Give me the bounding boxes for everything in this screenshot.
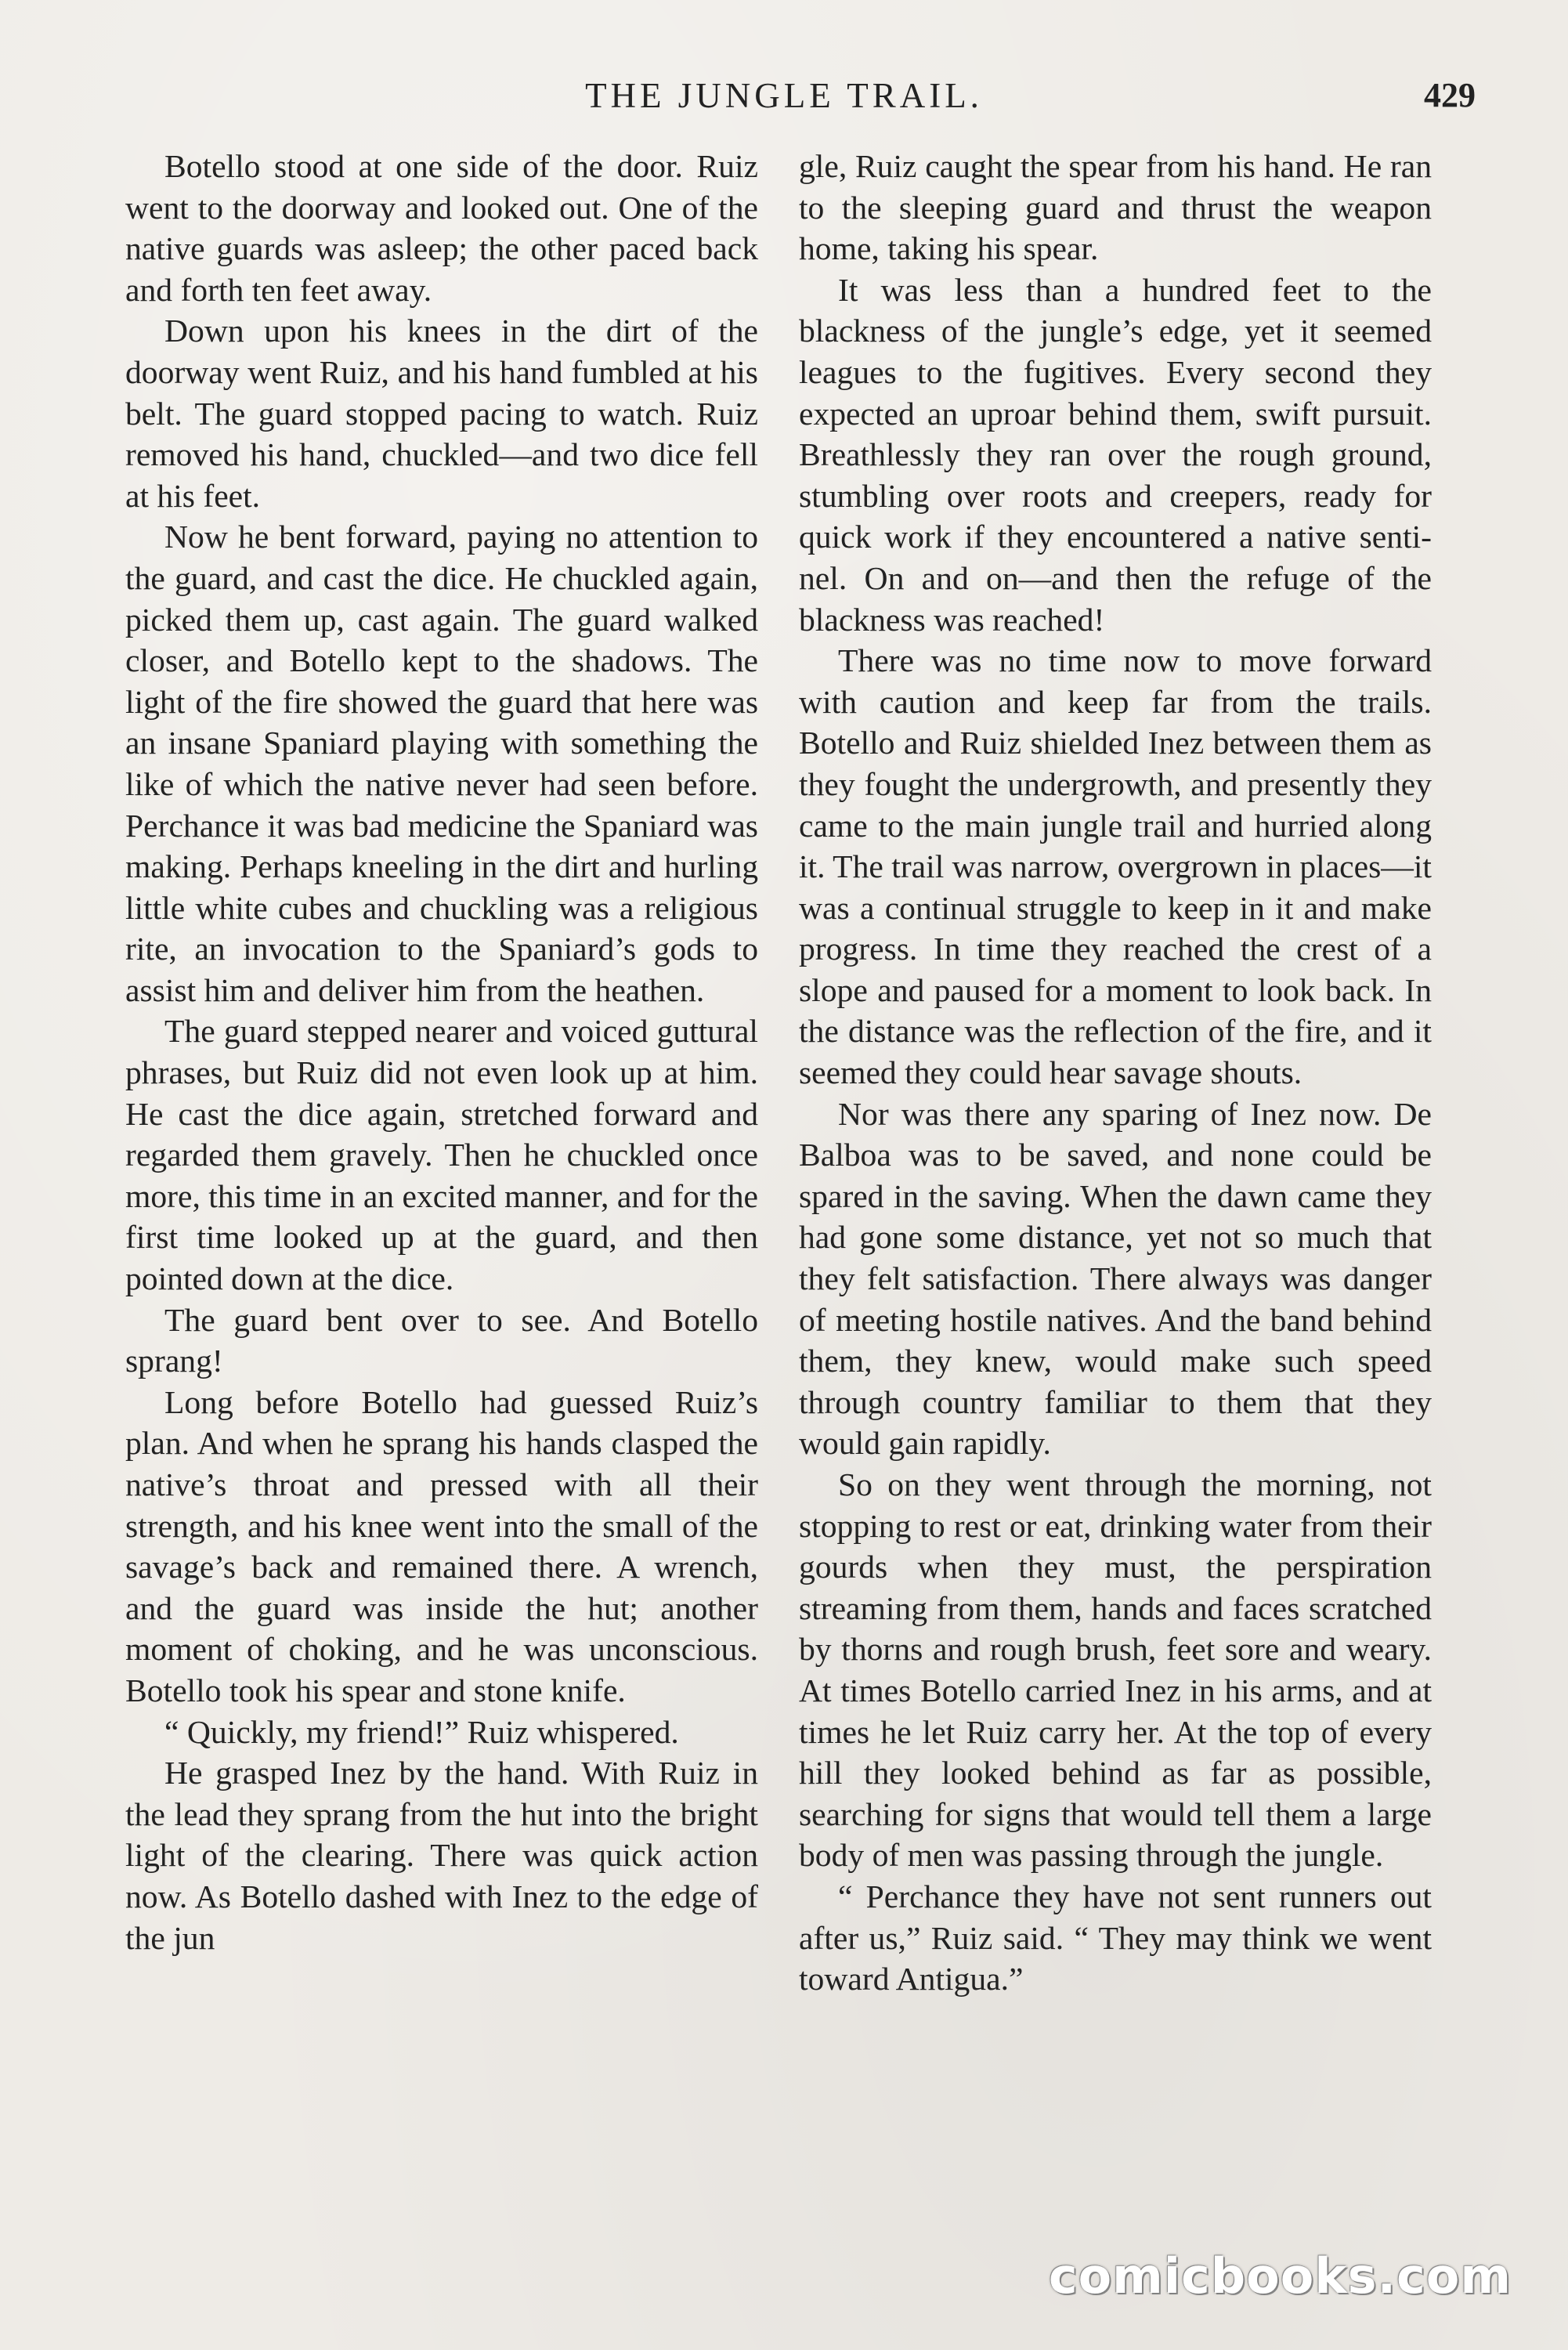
running-head <box>0 72 1568 127</box>
page-number: 429 <box>1424 76 1476 114</box>
paragraph: Now he bent forward, paying no attention to the guard, and cast the dice. He chuckled again, picked them up, cast again. The guard walked closer, and Botello kept to the shadows. The light of the fire showed the guard that here was an insane Spaniard playing with something the like of which the native never had seen before. Perchance it was bad medicine the Spaniard was making. Perhaps kneeling in the dirt and hurling little white cubes and chuckling was a religious rite, an invocation to the Spaniard’s gods to assist him and deliver him from the heathen. <box>125 519 758 1008</box>
paragraph: Botello stood at one side of the door. Ruiz went to the doorway and looked out. One of the native guards was asleep; the other paced back and forth ten feet away. <box>125 148 758 308</box>
paragraph: “ Perchance they have not sent runners out after us,” Ruiz said. “ They may think we went toward Antigua.” <box>799 1878 1432 1998</box>
paragraph: The guard bent over to see. And Botello sprang! <box>125 1301 758 1379</box>
paragraph: gle, Ruiz caught the spear from his hand. He ran to the sleeping guard and thrust the weapon home, taking his spear. <box>799 148 1432 267</box>
watermark-logo: comicbooks.com <box>1048 2247 1512 2305</box>
left-column <box>125 146 758 1958</box>
paragraph: So on they went through the morning, not stopping to rest or eat, drinking water from their gourds when they must, the perspiration streaming from them, hands and faces scratched by thorns and rough brush, feet sore and weary. At times Botello carried Inez in his arms, and at times he let Ruiz carry her. At the top of every hill they looked behind as far as possible, searching for signs that would tell them a large body of men was passing through the jungle. <box>799 1466 1432 1874</box>
paragraph: He grasped Inez by the hand. With Ruiz in the lead they sprang from the hut into the bright light of the clearing. There was quick action now. As Botello dashed with Inez to the edge of the jun <box>125 1755 758 1956</box>
paragraph: The guard stepped nearer and voiced guttural phrases, but Ruiz did not even look up at him. He cast the dice again, stretched forward and regarded them gravely. Then he chuckled once more, this time in an excited manner, and for the first time looked up at the guard, and then pointed down at the dice. <box>125 1013 758 1297</box>
paragraph: There was no time now to move forward with caution and keep far from the trails. Botello and Ruiz shielded Inez between them as they fought the undergrowth, and presently they came to the main jungle trail and hurried along it. The trail was narrow, overgrown in places—it was a continual struggle to keep in it and make progress. In time they reached the crest of a slope and paused for a moment to look back. In the distance was the reflection of the fire, and it seemed they could hear savage shouts. <box>799 642 1432 1091</box>
paragraph: “ Quickly, my friend!” Ruiz whispered. <box>164 1713 679 1750</box>
paragraph: Down upon his knees in the dirt of the doorway went Ruiz, and his hand fumbled at his belt. The guard stopped pacing to watch. Ruiz removed his hand, chuckled—and two dice fell at his feet. <box>125 313 758 514</box>
paragraph: Long before Botello had guessed Ruiz’s plan. And when he sprang his hands clasped the native’s throat and pressed with all their strength, and his knee went into the small of the savage’s back and remained there. A wrench, and the guard was inside the hut; another moment of choking, and he was unconscious. Botello took his spear and stone knife. <box>125 1383 758 1708</box>
paragraph: Nor was there any sparing of Inez now. De Balboa was to be saved, and none could be spared in the saving. When the dawn came they had gone some distance, yet not so much that they felt satisfaction. There always was danger of meeting hostile natives. And the band behind them, they knew, would make such speed through country familiar to them that they would gain rapidly. <box>799 1095 1432 1462</box>
paragraph: It was less than a hundred feet to the blackness of the jungle’s edge, yet it seemed leagues to the fugitives. Every second they expected an uproar behind them, swift pursuit. Breathlessly they ran over the rough ground, stumbling over roots and creepers, ready for quick work if they encountered a native sentinel. On and on—and then the refuge of the blackness was reached! <box>799 271 1432 638</box>
running-title: THE JUNGLE TRAIL. <box>585 76 983 115</box>
right-column <box>799 146 1432 2000</box>
